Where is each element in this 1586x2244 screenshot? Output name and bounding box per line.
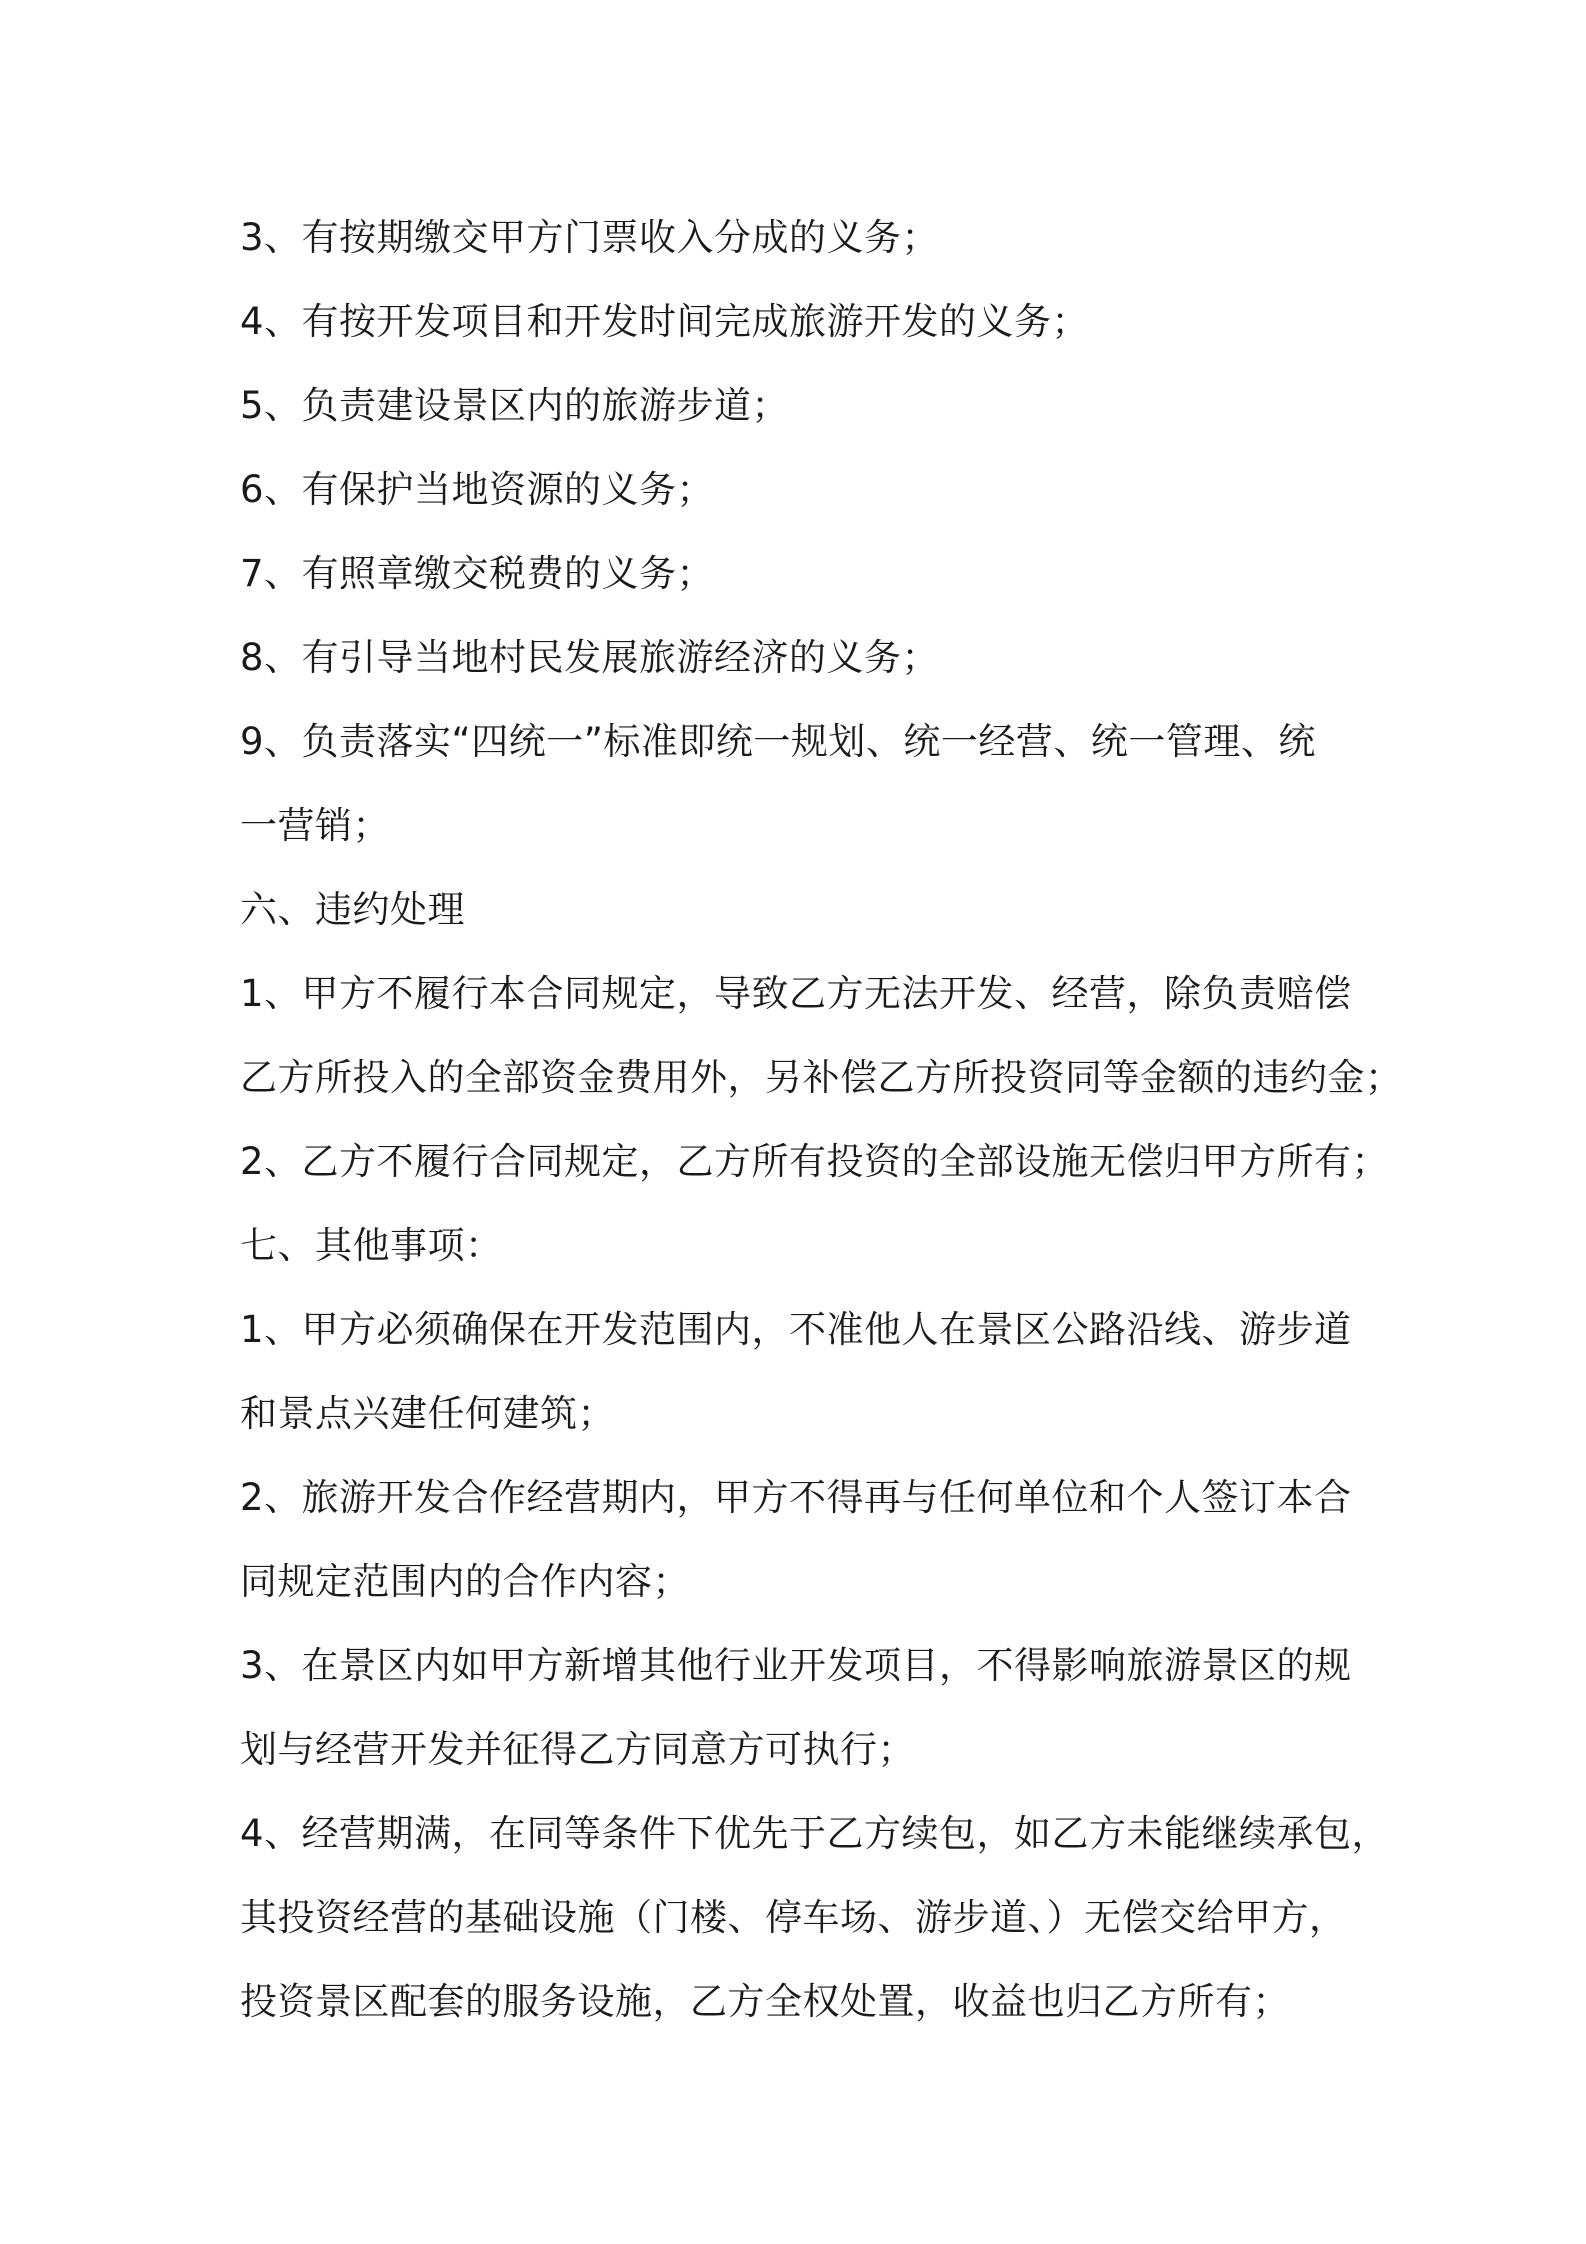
- text-line: 划与经营开发并征得乙方同意方可执行；: [240, 1728, 915, 1771]
- text-line: 8、有引导当地村民发展旅游经济的义务；: [240, 636, 940, 679]
- text-line: 7、有照章缴交税费的义务；: [240, 552, 715, 595]
- text-line: 投资景区配套的服务设施，乙方全权处置，收益也归乙方所有；: [240, 1980, 1290, 2023]
- text-line: 4、有按开发项目和开发时间完成旅游开发的义务；: [240, 300, 1090, 343]
- text-line: 2、旅游开发合作经营期内，甲方不得再与任何单位和个人签订本合: [240, 1476, 1352, 1519]
- text-line: 2、乙方不履行合同规定，乙方所有投资的全部设施无偿归甲方所有；: [240, 1140, 1390, 1183]
- section-heading: 六、违约处理: [240, 888, 465, 931]
- text-line: 3、有按期缴交甲方门票收入分成的义务；: [240, 216, 940, 259]
- text-line: 5、负责建设景区内的旅游步道；: [240, 384, 790, 427]
- text-line: 9、负责落实“四统一”标准即统一规划、统一经营、统一管理、统: [240, 720, 1316, 763]
- text-line: 其投资经营的基础设施（门楼、停车场、游步道、）无偿交给甲方，: [240, 1896, 1347, 1939]
- text-line: 一营销；: [240, 804, 390, 847]
- text-line: 1、甲方不履行本合同规定，导致乙方无法开发、经营，除负责赔偿: [240, 972, 1352, 1015]
- text-line: 和景点兴建任何建筑；: [240, 1392, 615, 1435]
- text-line: 同规定范围内的合作内容；: [240, 1560, 690, 1603]
- text-line: 1、甲方必须确保在开发范围内，不准他人在景区公路沿线、游步道: [240, 1308, 1352, 1351]
- text-line: 6、有保护当地资源的义务；: [240, 468, 715, 511]
- text-line: 乙方所投入的全部资金费用外，另补偿乙方所投资同等金额的违约金；: [240, 1056, 1403, 1099]
- text-line: 3、在景区内如甲方新增其他行业开发项目，不得影响旅游景区的规: [240, 1644, 1352, 1687]
- text-line: 4、经营期满，在同等条件下优先于乙方续包，如乙方未能继续承包，: [240, 1812, 1390, 1855]
- section-heading: 七、其他事项：: [240, 1224, 503, 1267]
- contract-text: [240, 196, 1403, 2044]
